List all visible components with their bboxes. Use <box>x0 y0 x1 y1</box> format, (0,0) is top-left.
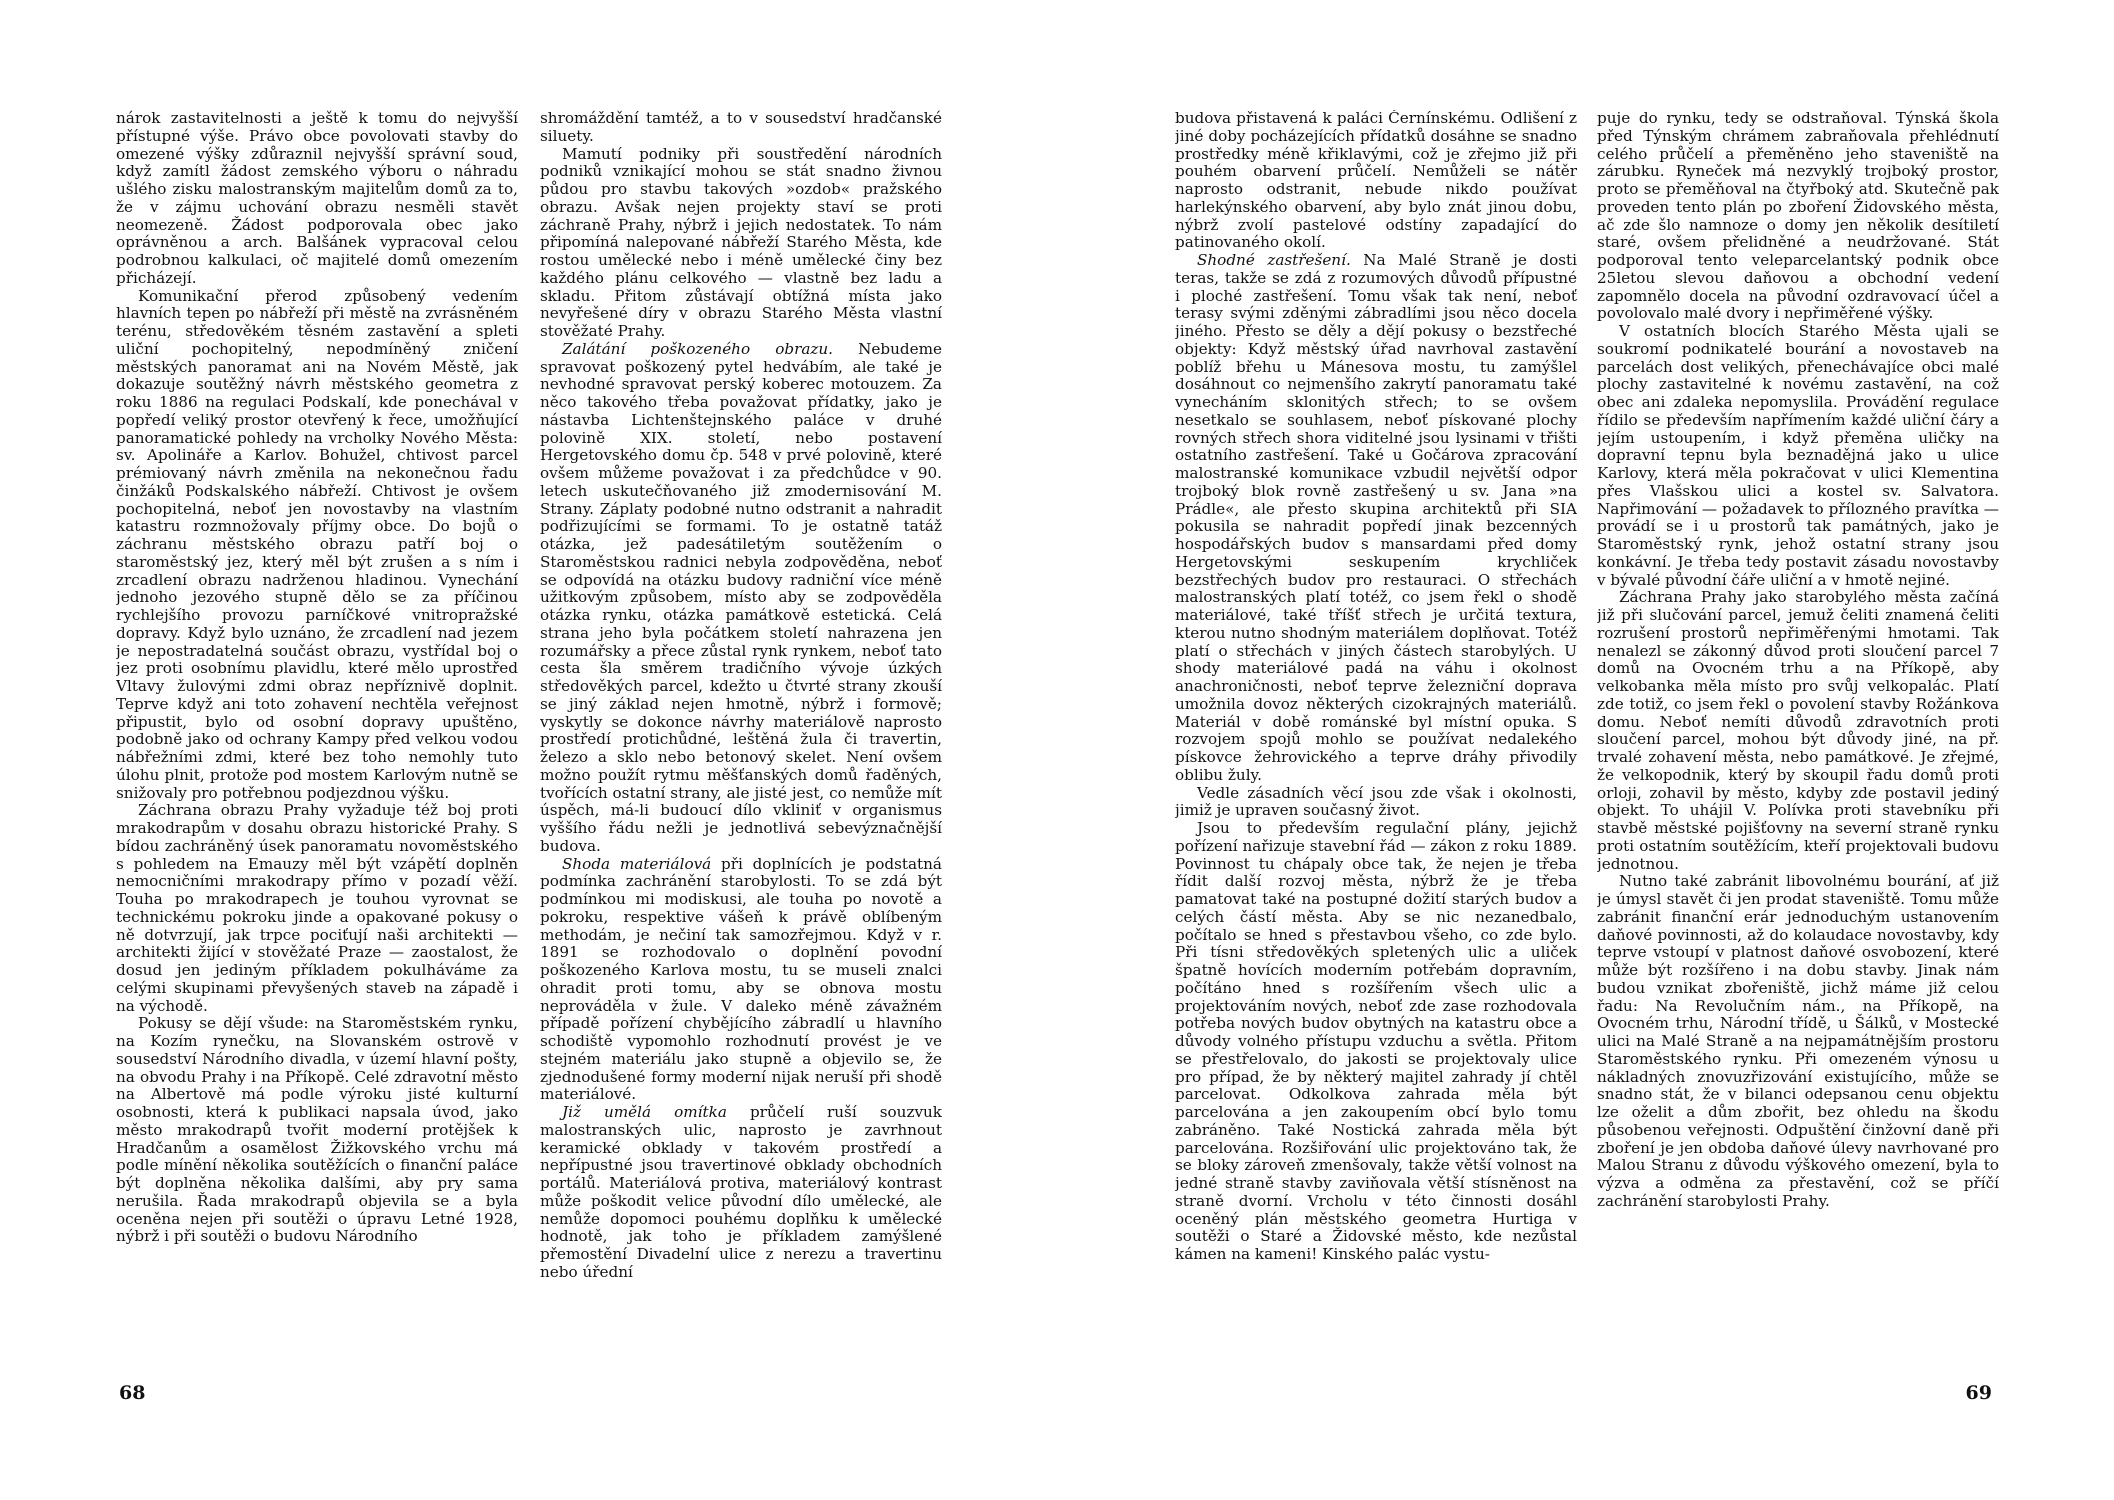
section-heading: Shodné zastřešení. <box>1197 251 1351 269</box>
paragraph <box>540 856 942 1105</box>
paragraph: budova přistavená k paláci Černínskému. Odlišení z jiné doby pocházejících přídatků dosáhne se snadno prostředky méně křiklavými, což je zřejmo již při pouhém obarvení průčelí. Nemůželi se nátěr naprosto odstranit, nebude nikdo používat harlekýnského obarvení, aby bylo znát jinou dobu, nýbrž zvolí pastelové odstíny zapadající do patinovaného okolí. <box>1175 110 1577 252</box>
paragraph: Záchrana obrazu Prahy vyžaduje též boj proti mrakodrapům v dosahu obrazu historické Prahy. S bídou zachráněný úsek panoramatu novoměstského s pohledem na Emauzy měl být vzápětí doplněn nemocničními mrakodrapy přímo v pozadí věží. Touha po mrakodrapech je touhou vyrovnat se technickému pokroku jinde a opakované pokusy o ně dotvrzují, jak trpce pociťují naši architekti — architekti žijící v stověžaté Praze — zaostalost, že dosud jen jediným příkladem pokulháváme za celými skupinami převyšených staveb na západě i na východě. <box>116 801 518 1015</box>
page-number: 69 <box>1965 1382 1992 1404</box>
paragraph: Nutno také zabránit libovolnému bourání, ať již je úmysl stavět či jen prodat staveniště. Tomu může zabránit finanční erár jednoduchým ustanovením daňové povinnosti, až do kolaudace novostavby, kdy teprve vstoupí v platnost daňové osvobození, které může být rozšířeno i na dobu stavby. Jinak nám budou vznikat zbořeniště, jichž máme již celou řadu: Na Revolučním nám., na Příkopě, na Ovocném trhu, Národní třídě, u Šálků, v Mostecké ulici na Malé Straně a na nejpamátnějším prostoru Staroměstského rynku. Při omezeném výnosu u nákladných znovuzřizování existujícího, může se snadno stát, že v bilanci odepsanou cenu objektu lze oželit a dům zbořit, bez ohledu na škodu působenou veřejnosti. Odpuštění činžovní daně při zboření je jen obdoba daňové úlevy navrhované pro Malou Stranu z důvodu výškového omezení, byla to výzva a odměna za přestavění, což se příčí zachránění starobylosti Prahy. <box>1597 872 1999 1210</box>
right-column-2 <box>1597 110 1999 1370</box>
paragraph-body: Nebudeme spravovat poškozený pytel hedvábím, ale také je nevhodné spravovat perský koberec motouzem. Za něco takového třeba považovat přídatky, jako je nástavba Lichtenštejnského paláce v druhé polovině XIX. století, nebo postavení Hergetovského domu čp. 548 v prvé polovině, které ovšem můžeme považovat i za předchůdce v 90. letech uskutečňovaného již zmodernisování M. Strany. Záplaty podobné nutno odstranit a nahradit podřizujícími se formami. To je ostatně tatáž otázka, jež padesátiletým soutěžením o Staroměstskou radnici nebyla zodpověděna, neboť se odpovídá na otázku budovy radniční více méně užitkovým způsobem, místo aby se zodpověděla otázka rynku, otázka památkově estetická. Celá strana jeho byla počátkem století nahrazena jen rozumářsky a přece zůstal rynk rynkem, neboť tato cesta šla směrem tradičního vývoje úzkých středověkých parcel, kdežto u čtvrté strany zkouší se jiný základ nejen hmotně, nýbrž i formově; vyskytly se dokonce návrhy materiálově naprosto prostředí protichůdné, leštěná žula či travertin, železo a sklo nebo betonový skelet. Není ovšem možno použít rytmu měšťanských domů řaděných, tvořících ostatní strany, ale jisté jest, co nemůže mít úspěch, má-li budoucí dílo vkliniť v organismus vyššího řádu nežli je jednotlivá sebevýznačnější budova. <box>540 339 942 855</box>
paragraph-body: při doplnících je podstatná podmínka zachránění starobylosti. To se zdá být podmínkou mi modiskusi, ale touha po novotě a pokroku, respektive vášeň k právě oblíbeným methodám, je nečiní tak samozřejmou. Když v r. 1891 se rozhodovalo o doplnění povodní poškozeného Karlova mostu, tu se museli znalci ohradit proti tomu, aby se obnova mostu neprováděla v žule. V daleko méně závažném případě pořízení chybějícího zábradlí u hlavního schodiště vypomohlo rozhodnutí provést je ve stejném materiálu jako stupně a objevilo se, že zjednodušené formy moderní nijak neruší při shodě materiálové. <box>540 854 942 1104</box>
section-heading: Zalátání poškozeného obrazu. <box>562 339 834 358</box>
paragraph: Pokusy se dějí všude: na Staroměstském rynku, na Kozím rynečku, na Slovanském ostrově v sousedství Národního divadla, v území hlavní pošty, na obvodu Prahy i na Příkopě. Celé zdravotní město na Albertově má podle výroku jisté kulturní osobnosti, která k publikaci napsala úvod, jako město mrakodrapů tvořit moderní protějšek k Hradčanům a osamělost Žižkovského vrchu má podle mínění několika soutěžících o finanční paláce být doplněna několika dalšími, aby pry sama nerušila. Řada mrakodrapů objevila se a byla oceněna nejen při soutěži o úpravu Letné 1928, nýbrž i při soutěži o budovu Národního <box>116 1014 518 1246</box>
left-column-2 <box>540 110 942 1370</box>
page-number: 68 <box>119 1382 146 1404</box>
paragraph-body: průčelí ruší souzvuk malostranských ulic, naprosto je zavrhnout keramické obklady v takovém prostředí a nepřípustné jsou travertinové obklady obchodních portálů. Materiálová protiva, materiálový kontrast může poškodit velice původní dílo umělecké, ale nemůže dopomoci pouhému doplňku k umělecké hodnotě, jak toho je příkladem zamýšlené přemostění Divadelní ulice z nerezu a travertinu nebo úřední <box>540 1103 942 1281</box>
paragraph <box>540 1104 942 1282</box>
paragraph: Komunikační přerod způsobený vedením hlavních tepen po nábřeží při městě na zvrásněném terénu, středověkém těsném zastavění a spleti uliční pochopitelný, nepodmíněný zničení městských panoramat ani na Novém Městě, jak dokazuje soutěžný návrh městského geometra z roku 1886 na regulaci Podskalí, kde ponechával v popředí veliký prostor otevřený k řece, umožňující panoramatické pohledy na vrcholky Nového Města: sv. Apolináře a Karlov. Bohužel, chtivost parcel prémiovaný návrh změnila na nekonečnou řadu činžáků Podskalského nábřeží. Chtivost je ovšem pochopitelná, neboť jen novostavby na vlastním katastru rozmnožovaly příjmy obce. Do bojů o záchranu městského obrazu patří boj o staroměstský jez, který měl být zrušen a s ním i zrcadlení obrazu nadrženou hladinou. Vynechání jednoho jezového stupně dělo se za příčinou rychlejšího provozu parníčkové vnitropražské dopravy. Když bylo uznáno, že zrcadlení nad jezem je nepostradatelná součást obrazu, vystřídal boj o jez proti osobnímu plavidlu, které mělo uprostřed Vltavy žulovými zdmi obraz nepříznivě doplnit. Teprve když ani toto zohavení nechtěla veřejnost připustit, bylo od osobní dopravy upuštěno, podobně jako od ochrany Kampy před velkou vodou nábřežními zdmi, které bez toho nemohly tuto úlohu plnit, protože pod mostem Karlovým nutně se snižovaly pro potřebnou podjezdnou výšku. <box>116 286 518 802</box>
paragraph: shromáždění tamtéž, a to v sousedství hradčanské siluety. <box>540 110 942 145</box>
right-page <box>1057 0 2114 1500</box>
paragraph: V ostatních blocích Starého Města ujali se soukromí podnikatelé bourání a novostaveb na parcelách dost velikých, přenechávajíce obci malé plochy zastavitelné k novému zastavění, na což obec ani zdaleka nepomyslila. Provádění regulace řídilo se především napřímením každé uliční čáry a jejím ustoupením, i když přeměna uličky na dopravní tepnu byla beznadějná jako u ulice Karlovy, která měla pokračovat v ulici Klementina přes Vlašskou ulici a kostel sv. Salvatora. Napřimování — požadavek to přílozného pravítka — provádí se i u prostorů tak památných, jako je Staroměstský rynk, jehož ostatní strany jsou konkávní. Je třeba tedy postavit zásadu novostavby v bývalé původní čáře uliční a v hmotě nejiné. <box>1597 322 1999 589</box>
paragraph: Jsou to především regulační plány, jejichž pořízení nařizuje stavební řád — zákon z roku 1889. Povinnost tu chápaly obce tak, že nejen je třeba řídit další rozvoj města, nýbrž že je třeba pamatovat také na postupné dožití starých budov a celých částí města. Aby se nic nezanedbalo, počítalo se hned s přestavbou všeho, co zde bylo. Při tísni středověkých spletených ulic a uliček špatně hovících moderním potřebám dopravním, počítáno hned s rozšířením všech ulic a projektováním nových, neboť zde zase rozhodovala potřeba nových budov obytných na katastru obce a důvody volného přístupu vzduchu a světla. Přitom se přestřelovalo, do jakosti se projektovaly ulice pro případ, že by některý majitel zahrady jí chtěl parcelovat. Odkolkova zahrada měla být parcelována a jen zakoupením obcí bylo tomu zabráněno. Také Nostická zahrada měla být parcelována. Rozšiřování ulic projektováno tak, že se bloky zároveň zmenšovaly, takže větší volnost na jedné straně stavby zaviňovala větší stísněnost na straně dvorní. Vrcholu v této činnosti dosáhl oceněný plán městského geometra Hurtiga v soutěži o Staré a Židovské město, kde nezůstal kámen na kameni! Kinského palác vystu- <box>1175 819 1577 1263</box>
paragraph: Mamutí podniky při soustředění národních podniků vznikající mohou se stát snadno živnou půdou pro stavbu takových »ozdob« pražského obrazu. Avšak nejen projekty staví se proti záchraně Prahy, nýbrž i jejich nedostatek. To nám připomíná nalepované nábřeží Starého Města, kde rostou umělecké nebo i méně umělecké činy bez každého plánu celkového — vlastně bez ladu a skladu. Přitom zůstávají obtížná místa jako nevyřešené díry v obrazu Starého Města vlastní stověžaté Prahy. <box>540 144 942 340</box>
paragraph-body: Na Malé Straně je dosti teras, takže se zdá z rozumových důvodů přípustné i ploché zastřešení. Tomu však tak není, neboť terasy svými zděnými zábradlími jsou něco docela jiného. Přesto se děly a dějí pokusy o bezstřeché objekty: Když městský úřad navrhoval zastavění poblíž břehu u Mánesova mostu, tu zamýšlel dosáhnout co nejmenšího zakrytí panoramatu také vynecháním sklonitých střech; to se ovšem nesetkalo se souhlasem, neboť pískované plochy rovných střech shora viditelné jsou lysinami v třišti ostatního zastřešení. Také u Gočárova zpracování malostranské komunikace vzbudil největší odpor trojboký blok rovně zastřešený u sv. Jana »na Prádle«, ale přesto skupina architektů při SIA pokusila se nahradit popředí jinak bezcenných hospodářských budov s mansardami před domy Hergetovskými seskupením krychliček bezstřechých budov pro restauraci. O střechách malostranských platí totéž, co jsem řekl o shodě materiálové, také tříšť střech je určitá textura, kterou nutno shodným materiálem doplňovat. Totéž platí o střechách v jiných částech starobylých. U shody materiálové padá na váhu i okolnost anachroničnosti, neboť teprve železniční doprava umožnila dovoz některých cizokrajných materiálů. Materiál v době románské byl místní opuka. S rozvojem spojů mohlo se používat nedalekého pískovce žehrovického a teprve dráhy přivodily oblibu žuly. <box>1175 251 1577 784</box>
paragraph: Vedle zásadních věcí jsou zde však i okolnosti, jimiž je upraven současný život. <box>1175 783 1577 820</box>
right-column-1 <box>1175 110 1577 1370</box>
left-column-1 <box>116 110 518 1370</box>
section-heading: Shoda materiálová <box>562 854 712 873</box>
paragraph <box>540 341 942 856</box>
paragraph <box>1175 252 1577 785</box>
paragraph: puje do rynku, tedy se odstraňoval. Týnská škola před Týnským chrámem zabraňovala přehlédnutí celého průčelí a přeměněno jeho staveniště na zárubku. Ryneček má nezvyklý trojboký prostor, proto se přeměňoval na čtyřboký atd. Skutečně pak proveden tento plán po zboření Židovského města, ač zde šlo namnoze o domy jen několik desítiletí staré, ovšem přelidněné a neudržované. Stát podporoval tento veleparcelantský podnik obce 25letou slevou daňovou a obchodní vedení zapomnělo docela na původní ozdravovací účel a povolovalo malé dvory i nepřiměřené výšky. <box>1597 110 1999 323</box>
section-heading: Již umělá omítka <box>562 1103 727 1121</box>
paragraph: Záchrana Prahy jako starobylého města začíná již při slučování parcel, jemuž čeliti znamená čeliti rozrušení prostorů nepřiměřenými hmotami. Tak nenalezl se zákonný důvod proti sloučení parcel 7 domů na Ovocném trhu a na Příkopě, aby velkobanka měla místo pro svůj velkopalác. Platí zde totiž, co jsem řekl o povolení stavby Rožánkova domu. Neboť nemíti důvodů zdravotních proti sloučení parcel, mohou být důvody jiné, na př. trvalé zohavení města, nebo památkové. Je zřejmé, že velkopodnik, který by skoupil řadu domů proti orloji, zohavil by město, kdyby zde postavil jediný objekt. To uhájil V. Polívka proti stavebníku při stavbě městské pojišťovny na severní straně rynku proti ostatním soutěžícím, kteří projektovali budovu jednotnou. <box>1597 588 1999 873</box>
paragraph: nárok zastavitelnosti a ještě k tomu do nejvyšší přístupné výše. Právo obce povolovati stavby do omezené výšky zdůraznil nejvyšší správní soud, když zamítl žádost zemského výboru o náhradu ušlého zisku malostranským majitelům domů za to, že v zájmu uchování obrazu nesměli stavět neomezeně. Žádost podporovala obec jako oprávněnou a arch. Balšánek vypracoval celou podrobnou kalkulaci, oč majitelé domů omezením přicházejí. <box>116 110 518 287</box>
